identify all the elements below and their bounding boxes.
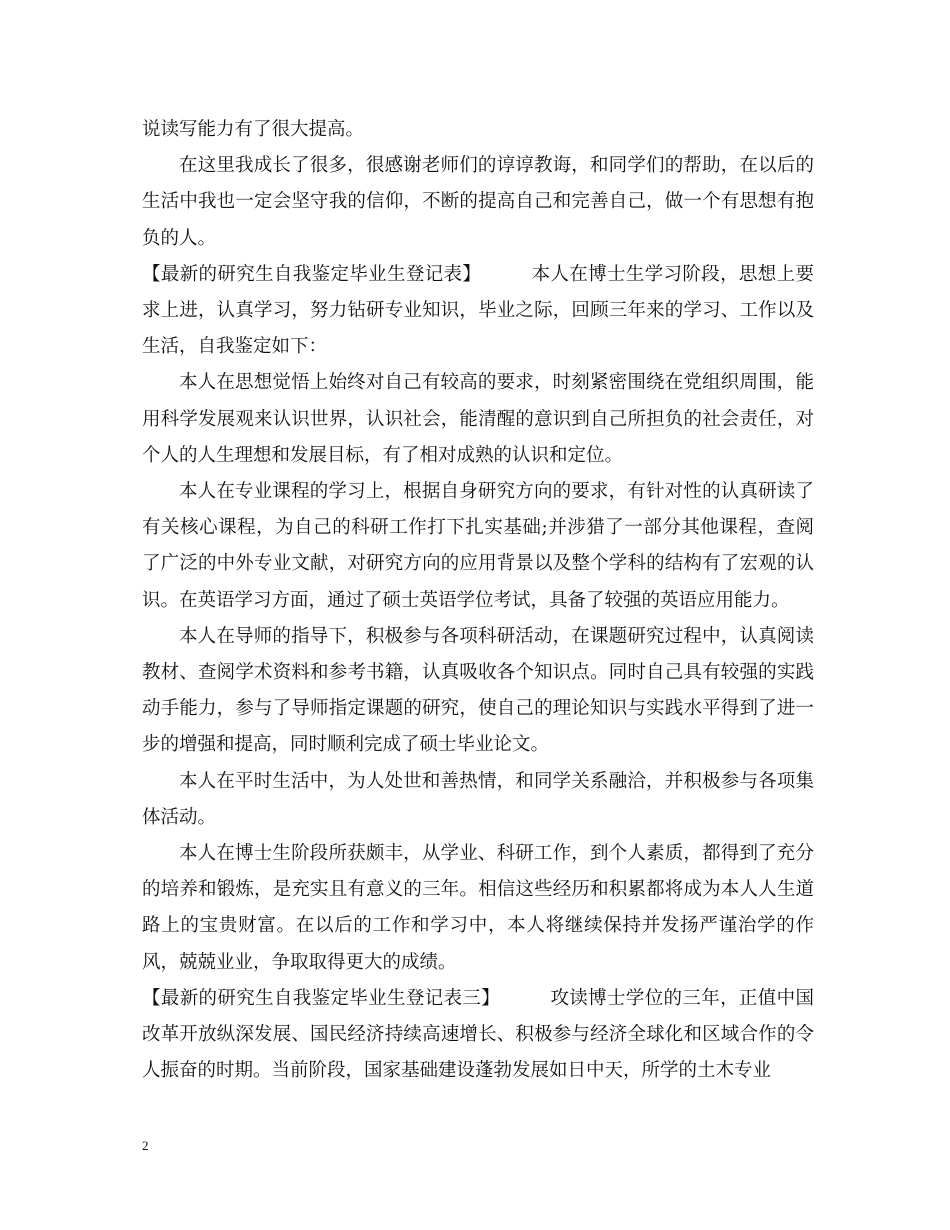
section-heading-2: 【最新的研究生自我鉴定毕业生登记表三】 <box>142 987 501 1009</box>
section-heading-1: 【最新的研究生自我鉴定毕业生登记表】 <box>142 263 482 285</box>
paragraph-3 <box>142 257 814 366</box>
paragraph-3-text: 本人在博士生学习阶段，思想上要求上进，认真学习，努力钻研专业知识，毕业之际，回顾三年来的学习、工作以及生活，自我鉴定如下： <box>142 263 814 358</box>
paragraph-7: 本人在平时生活中，为人处世和善热情，和同学关系融洽，并积极参与各项集体活动。 <box>142 770 814 828</box>
paragraph-1: 说读写能力有了很大提高。 <box>142 119 365 140</box>
paragraph-8: 本人在博士生阶段所获颇丰，从学业、科研工作，到个人素质，都得到了充分的培养和锻炼，是充实且有意义的三年。相信这些经历和积累都将成为本人人生道路上的宝贵财富。在以后的工作和学习中，本人将继续保持并发扬严谨治学的作风，兢兢业业，争取取得更大的成绩。 <box>142 843 814 973</box>
paragraph-5: 本人在专业课程的学习上，根据自身研究方向的要求，有针对性的认真研读了有关核心课程，为自己的科研工作打下扎实基础;并涉猎了一部分其他课程，查阅了广泛的中外专业文献，对研究方向的应用背景以及整个学科的结构有了宏观的认识。在英语学习方面，通过了硕士英语学位考试，具备了较强的英语应用能力。 <box>142 481 814 611</box>
paragraph-6: 本人在导师的指导下，积极参与各项科研活动，在课题研究过程中，认真阅读教材、查阅学术资料和参考书籍，认真吸收各个知识点。同时自己具有较强的实践动手能力，参与了导师指定课题的研究，使自己的理论知识与实践水平得到了进一步的增强和提高，同时顺利完成了硕士毕业论文。 <box>142 625 814 756</box>
paragraph-9-text: 攻读博士学位的三年，正值中国改革开放纵深发展、国民经济持续高速增长、积极参与经济全球化和区域合作的令人振奋的时期。当前阶段，国家基础建设蓬勃发展如日中天，所学的土木专业 <box>142 987 814 1082</box>
paragraph-9 <box>142 981 814 1090</box>
document-body <box>142 112 814 1089</box>
paragraph-2: 在这里我成长了很多，很感谢老师们的谆谆教诲，和同学们的帮助，在以后的生活中我也一定会坚守我的信仰，不断的提高自己和完善自己，做一个有思想有抱负的人。 <box>142 155 814 249</box>
paragraph-4: 本人在思想觉悟上始终对自己有较高的要求，时刻紧密围绕在党组织周围，能用科学发展观来认识世界，认识社会，能清醒的意识到自己所担负的社会责任，对个人的人生理想和发展目标，有了相对成熟的认识和定位。 <box>142 372 814 466</box>
page-number: 2 <box>142 1138 149 1153</box>
